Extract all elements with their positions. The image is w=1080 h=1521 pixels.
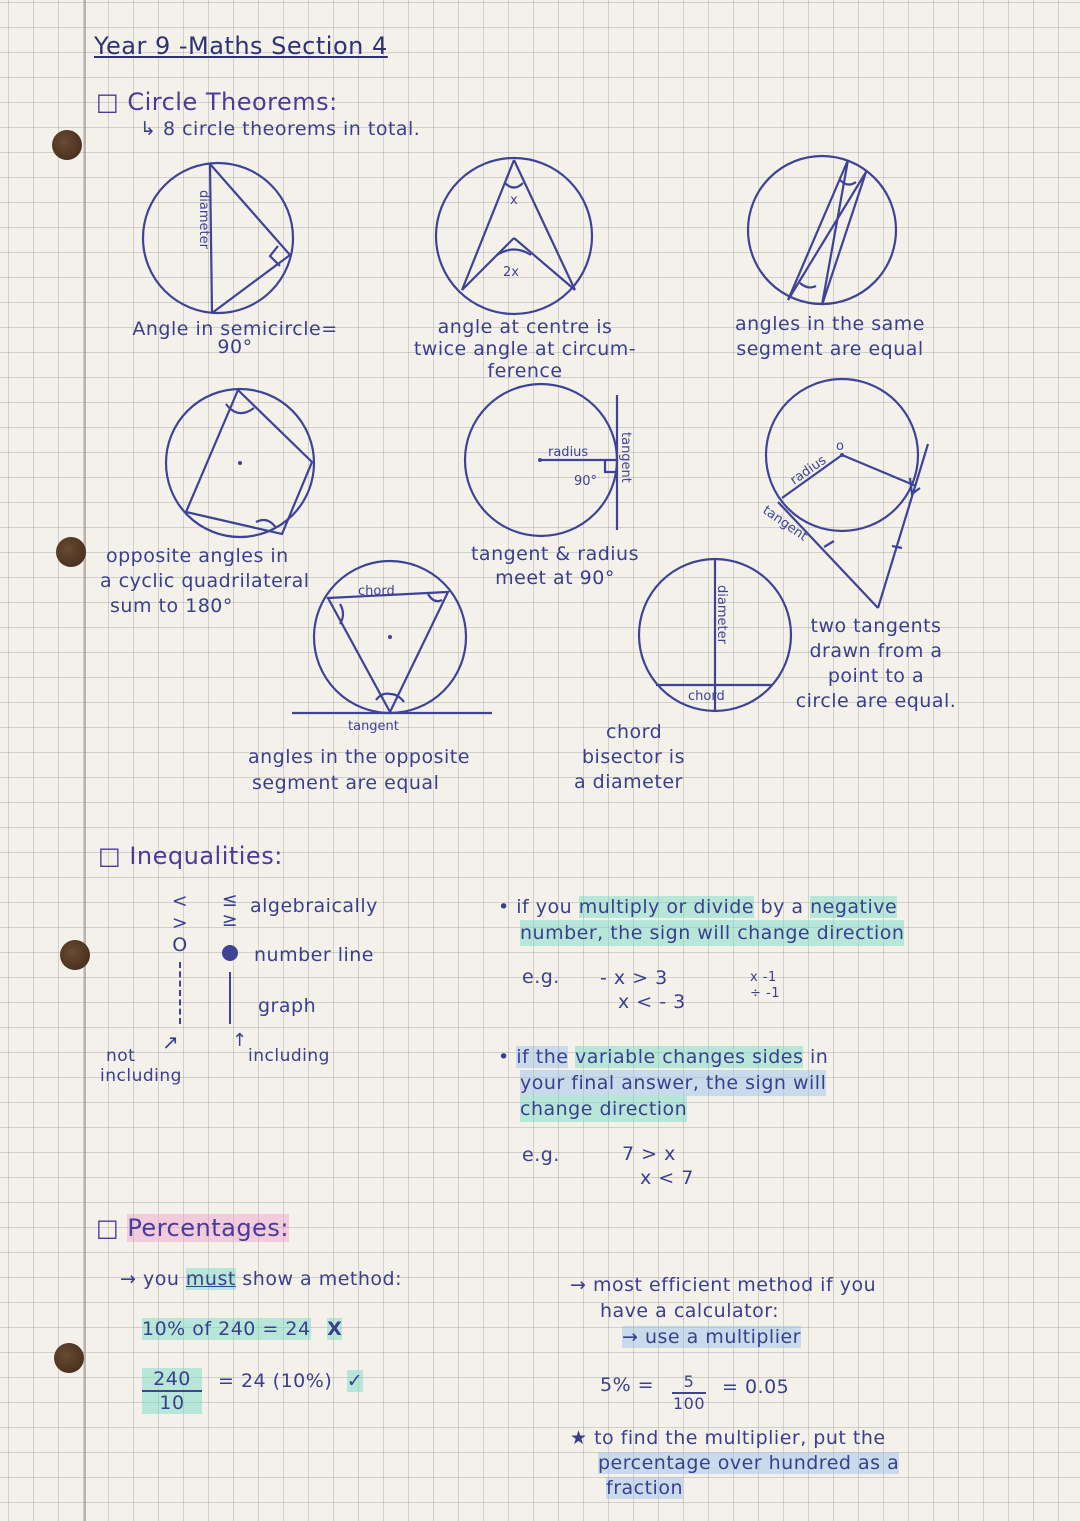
greater-than-symbol: > (171, 912, 189, 934)
including-word: including (100, 1066, 182, 1086)
efficient-method (570, 1272, 876, 1350)
theorem1-caption (120, 318, 350, 358)
theorem6-line2: drawn from a (809, 640, 943, 662)
chord-bisector-diagram (639, 559, 791, 711)
ineq-row-graph: graph (258, 995, 317, 1017)
theorem5-caption (460, 542, 650, 590)
mult-denominator: 100 (672, 1394, 706, 1413)
check-mark-icon: ✓ (346, 1370, 364, 1392)
eg1-line2: x < - 3 (618, 991, 686, 1013)
rule1-line2: number, the sign will change direction (520, 922, 905, 944)
including-label: including (248, 1046, 330, 1066)
right-method-text: = 24 (10%) (218, 1370, 333, 1392)
t7-chord-label: chord (358, 584, 395, 599)
mult-numerator: 5 (672, 1372, 706, 1394)
inequalities-heading: □ Inequalities: (98, 842, 283, 870)
method-must: must (185, 1268, 236, 1290)
theorem2-line2: twice angle at circum- (413, 338, 637, 360)
eg2-label: e.g. (522, 1144, 560, 1166)
wrong-mark-icon: X (327, 1318, 343, 1340)
theorem3-line2: segment are equal (736, 338, 924, 360)
theorem7-line2: segment are equal (252, 772, 440, 794)
t7-tangent-label: tangent (348, 719, 399, 734)
frac-numerator: 240 (142, 1368, 202, 1392)
wrong-method-text: 10% of 240 = 24 (142, 1318, 311, 1340)
not-including-label (100, 1046, 182, 1086)
circle-subnote: ↳ 8 circle theorems in total. (140, 118, 421, 140)
rule2-variable-changes-sides: variable changes sides (575, 1046, 804, 1068)
theorem5-line1: tangent & radius (470, 543, 639, 565)
efficient-line3 (570, 1324, 876, 1350)
percentages-heading: □ Percentages: (96, 1214, 289, 1242)
t1-diameter-label: diameter (196, 190, 211, 249)
wrong-method (142, 1318, 342, 1340)
ineq-row-number-line: number line (254, 944, 374, 966)
strict-symbols (168, 890, 192, 956)
eg1-note1: x -1 (750, 970, 777, 985)
t5-radius-label: radius (548, 445, 589, 460)
theorem8-line2: bisector is (582, 746, 685, 768)
eg1-line1: - x > 3 (600, 967, 668, 989)
t6-radius-label: radius (787, 452, 830, 489)
t6-o-label: o (836, 439, 844, 454)
rule2-line1 (498, 1044, 828, 1070)
theorem8-caption (570, 720, 685, 795)
efficient-line2: have a calculator: (600, 1300, 780, 1322)
page-title: Year 9 -Maths Section 4 (94, 32, 388, 60)
two-tangents-diagram (760, 379, 928, 608)
eg1-note2: ÷ -1 (750, 986, 780, 1001)
t2-2x-label: 2x (503, 265, 519, 280)
t5-tangent-label: tangent (618, 432, 633, 483)
mult-left: 5% = (600, 1374, 655, 1396)
tip-line1: ★ to find the multiplier, put the (570, 1427, 886, 1449)
percentages-heading-text: Percentages: (127, 1214, 289, 1242)
t8-diameter-label: diameter (714, 585, 729, 644)
centre-angle-diagram (436, 158, 592, 314)
open-circle-symbol: O (172, 934, 188, 956)
theorem8-line1: chord (606, 721, 663, 743)
method-you: → you (120, 1268, 180, 1290)
efficient-line1: → most efficient method if you (570, 1274, 877, 1296)
method-line (120, 1268, 402, 1290)
not-word: not (106, 1046, 136, 1066)
t5-angle-label: 90° (574, 474, 598, 489)
theorem4-caption (100, 544, 310, 619)
tangent-radius-diagram (465, 384, 633, 536)
mult-fraction (672, 1372, 706, 1414)
theorem4-line2: a cyclic quadrilateral (100, 570, 310, 592)
theorem4-line1: opposite angles in (106, 545, 289, 567)
circle-theorems-heading: □ Circle Theorems: (96, 88, 338, 116)
t6-tangent-label: tangent (759, 502, 810, 545)
rule2-bullet: • (498, 1046, 510, 1068)
frac-denominator: 10 (142, 1392, 202, 1414)
theorem6-line1: two tangents (810, 615, 942, 637)
circle-theorems-heading-text: Circle Theorems: (127, 88, 338, 116)
theorem1-line2: 90° (217, 336, 253, 358)
theorem5-line2: meet at 90° (495, 567, 615, 589)
rule1-multiply-divide: multiply or divide (578, 896, 755, 918)
inequalities-heading-text: Inequalities: (129, 842, 283, 870)
efficient-line3-text: → use a multiplier (622, 1326, 801, 1348)
theorem3-caption (710, 312, 950, 362)
ineq-row-algebraically: algebraically (250, 895, 378, 917)
rule2-line2: your final answer, the sign will (520, 1072, 827, 1094)
method-show: show a method: (242, 1268, 402, 1290)
rule1-line1 (498, 894, 904, 920)
theorem1-line1: Angle in semicircle= (132, 318, 338, 340)
less-equal-symbol: ≤ (221, 889, 239, 911)
tip-line2 (570, 1451, 899, 1476)
semicircle-diagram (143, 163, 293, 313)
theorem6-line3: point to a (827, 665, 925, 687)
inclusive-symbols (218, 890, 242, 930)
theorem6-caption (776, 614, 976, 714)
theorem6-line4: circle are equal. (795, 690, 957, 712)
rule1-if-you: if you (516, 896, 573, 918)
circle-subnote-text: 8 circle theorems in total. (162, 118, 421, 140)
rule1-negative: negative (810, 896, 898, 918)
ineq-rule-2 (498, 1044, 828, 1122)
cyclic-quadrilateral-diagram (166, 389, 314, 537)
eg1-work (600, 966, 686, 1014)
rule2-in: in (809, 1046, 829, 1068)
arrow-up-right-icon: ↗ (162, 1030, 180, 1054)
eg2-work (622, 1142, 694, 1190)
right-method (218, 1370, 363, 1392)
rule1-by-a: by a (760, 896, 804, 918)
right-fraction (142, 1368, 202, 1414)
theorem2-line3: ference (487, 360, 563, 382)
same-segment-diagram (748, 156, 896, 305)
rule1-bullet: • (498, 896, 510, 918)
theorem4-line3: sum to 180° (110, 595, 233, 617)
arrow-up-icon: ↑ (232, 1030, 248, 1051)
multiplier-tip (570, 1426, 899, 1501)
theorem7-line1: angles in the opposite (248, 746, 470, 768)
tip-line3 (570, 1476, 899, 1501)
rule2-line3: change direction (520, 1098, 688, 1120)
eg2-line2: x < 7 (640, 1167, 694, 1189)
theorem2-line1: angle at centre is (437, 316, 613, 338)
theorem3-line1: angles in the same (735, 313, 925, 335)
tip-line3-text: fraction (606, 1477, 683, 1499)
less-than-symbol: < (171, 890, 189, 912)
theorem7-caption (248, 744, 470, 796)
dashed-line-icon (179, 962, 181, 1024)
tip-line2-text: percentage over hundred as a (598, 1452, 900, 1474)
ineq-rule-1 (498, 894, 904, 946)
theorem2-caption (390, 316, 660, 382)
eg1-label: e.g. (522, 966, 560, 988)
theorem8-line3: a diameter (574, 771, 683, 793)
filled-circle-icon (222, 945, 238, 961)
rule2-if-the: if the (516, 1046, 569, 1068)
solid-line-icon (229, 972, 231, 1024)
t8-chord-label: chord (688, 689, 725, 704)
greater-equal-symbol: ≥ (221, 909, 239, 931)
eg1-note (750, 970, 780, 1002)
eg2-line1: 7 > x (622, 1143, 676, 1165)
t2-x-label: x (510, 193, 518, 208)
mult-right: = 0.05 (722, 1376, 790, 1398)
